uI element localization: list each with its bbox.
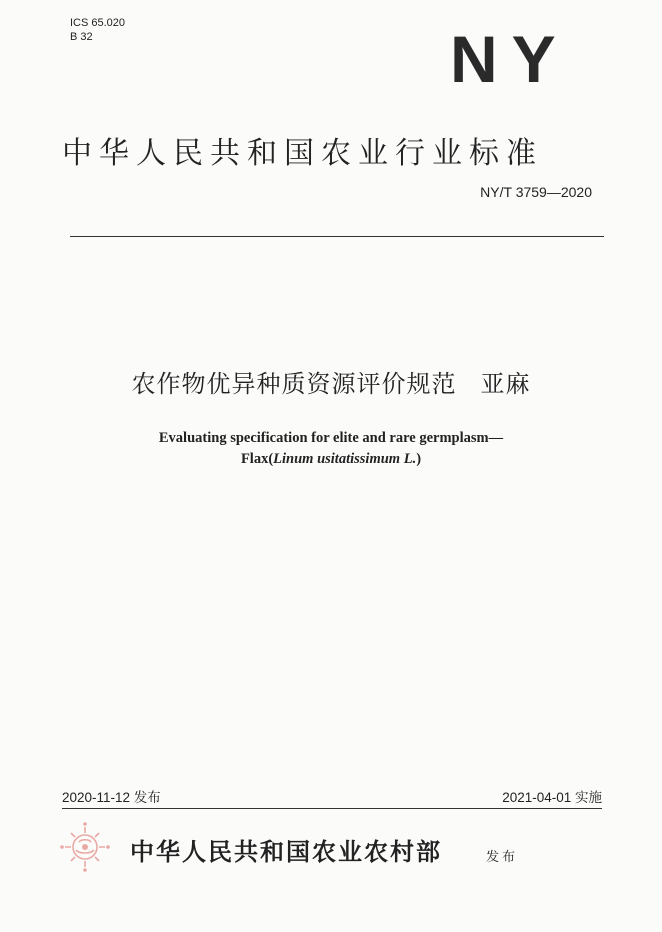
document-title-cn (0, 364, 662, 399)
issue-label: 发布 (486, 850, 519, 865)
latin-name: Linum usitatissimum L. (273, 451, 417, 467)
document-title-en-line2 (0, 449, 662, 470)
standard-number: NY/T 3759—2020 (480, 184, 592, 200)
ics-code: ICS 65.020 (70, 17, 126, 29)
title-en-prefix: Flax( (240, 451, 274, 467)
footer-divider (62, 808, 602, 809)
implementation-date: 2021-04-01 实施 (502, 790, 602, 805)
ministry-emblem-icon (56, 818, 114, 876)
issue-date: 2020-11-12 发布 (62, 790, 161, 805)
document-title-cn-sub: 亚麻 (480, 370, 531, 398)
document-title-en (0, 428, 662, 470)
classification-codes (70, 16, 125, 44)
document-title-cn-main: 农作物优异种质资源评价规范 (131, 370, 457, 398)
ny-logo: NY (450, 22, 570, 96)
standard-category-title: 中华人民共和国农业行业标准 (62, 136, 543, 171)
header-divider (70, 236, 604, 237)
title-en-suffix: ) (416, 451, 422, 467)
document-title-en-line1: Evaluating specification for elite and rare germplasm— (158, 430, 504, 446)
issuing-ministry: 中华人民共和国农业农村部 (130, 837, 442, 866)
ccs-code: B 32 (70, 31, 93, 43)
